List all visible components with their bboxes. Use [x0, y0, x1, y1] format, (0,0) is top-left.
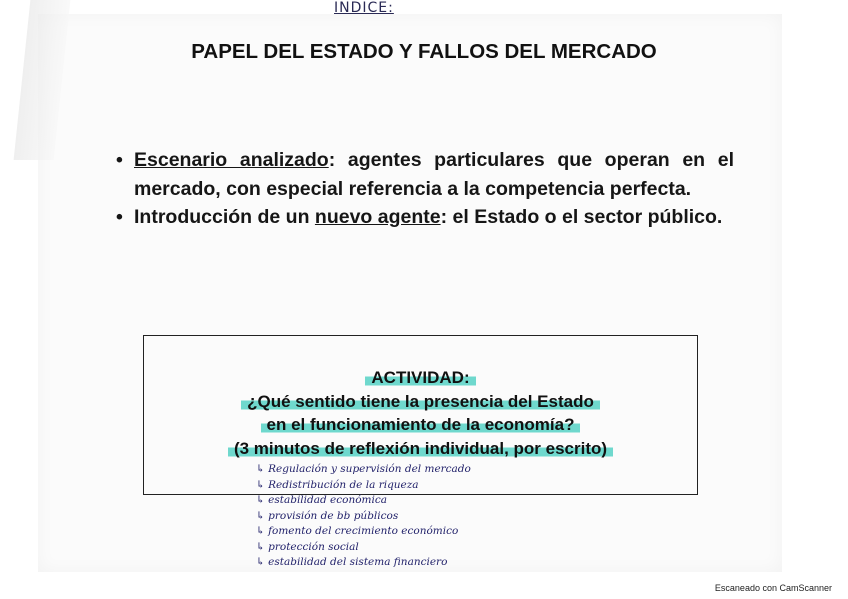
bullet-list [112, 146, 734, 232]
handwritten-note: ↳ estabilidad económica [256, 494, 388, 506]
activity-question-line2: en el funcionamiento de la economía? [261, 415, 581, 434]
bullet-underlined-term: nuevo agente [314, 206, 441, 228]
bullet-text: : agentes particulares que operan en el mercado, con especial referencia a la competencia perfecta. [134, 149, 734, 200]
bullet-underlined-term: Escenario analizado [134, 149, 329, 171]
activity-instruction: (3 minutos de reflexión individual, por escrito) [228, 439, 613, 458]
activity-content [143, 366, 698, 460]
handwritten-index-note: INDICE: [334, 0, 394, 16]
scanner-watermark: Escaneado con CamScanner [714, 583, 832, 593]
bullet-text: : el Estado o el sector público. [440, 206, 723, 228]
handwritten-note: ↳ Regulación y supervisión del mercado [256, 463, 471, 475]
handwritten-note: ↳ protección social [256, 540, 359, 553]
handwritten-note: ↳ Redistribución de la riqueza [256, 478, 419, 491]
bullet-prefix: Introducción de un [134, 206, 315, 228]
bullet-item-escenario [112, 146, 734, 203]
page-title: PAPEL DEL ESTADO Y FALLOS DEL MERCADO [191, 40, 657, 63]
handwritten-note: ↳ provisión de bb públicos [256, 509, 399, 522]
handwritten-note: ↳ estabilidad del sistema financiero [256, 556, 448, 568]
activity-heading: ACTIVIDAD: [365, 368, 475, 387]
bullet-item-introduccion [112, 203, 734, 232]
bullet-dot: • [116, 149, 123, 171]
bullet-dot: • [116, 206, 123, 228]
handwritten-note: ↳ fomento del crecimiento económico [256, 525, 459, 537]
activity-question-line1: ¿Qué sentido tiene la presencia del Estado [241, 392, 600, 411]
handwritten-notes [256, 462, 471, 571]
